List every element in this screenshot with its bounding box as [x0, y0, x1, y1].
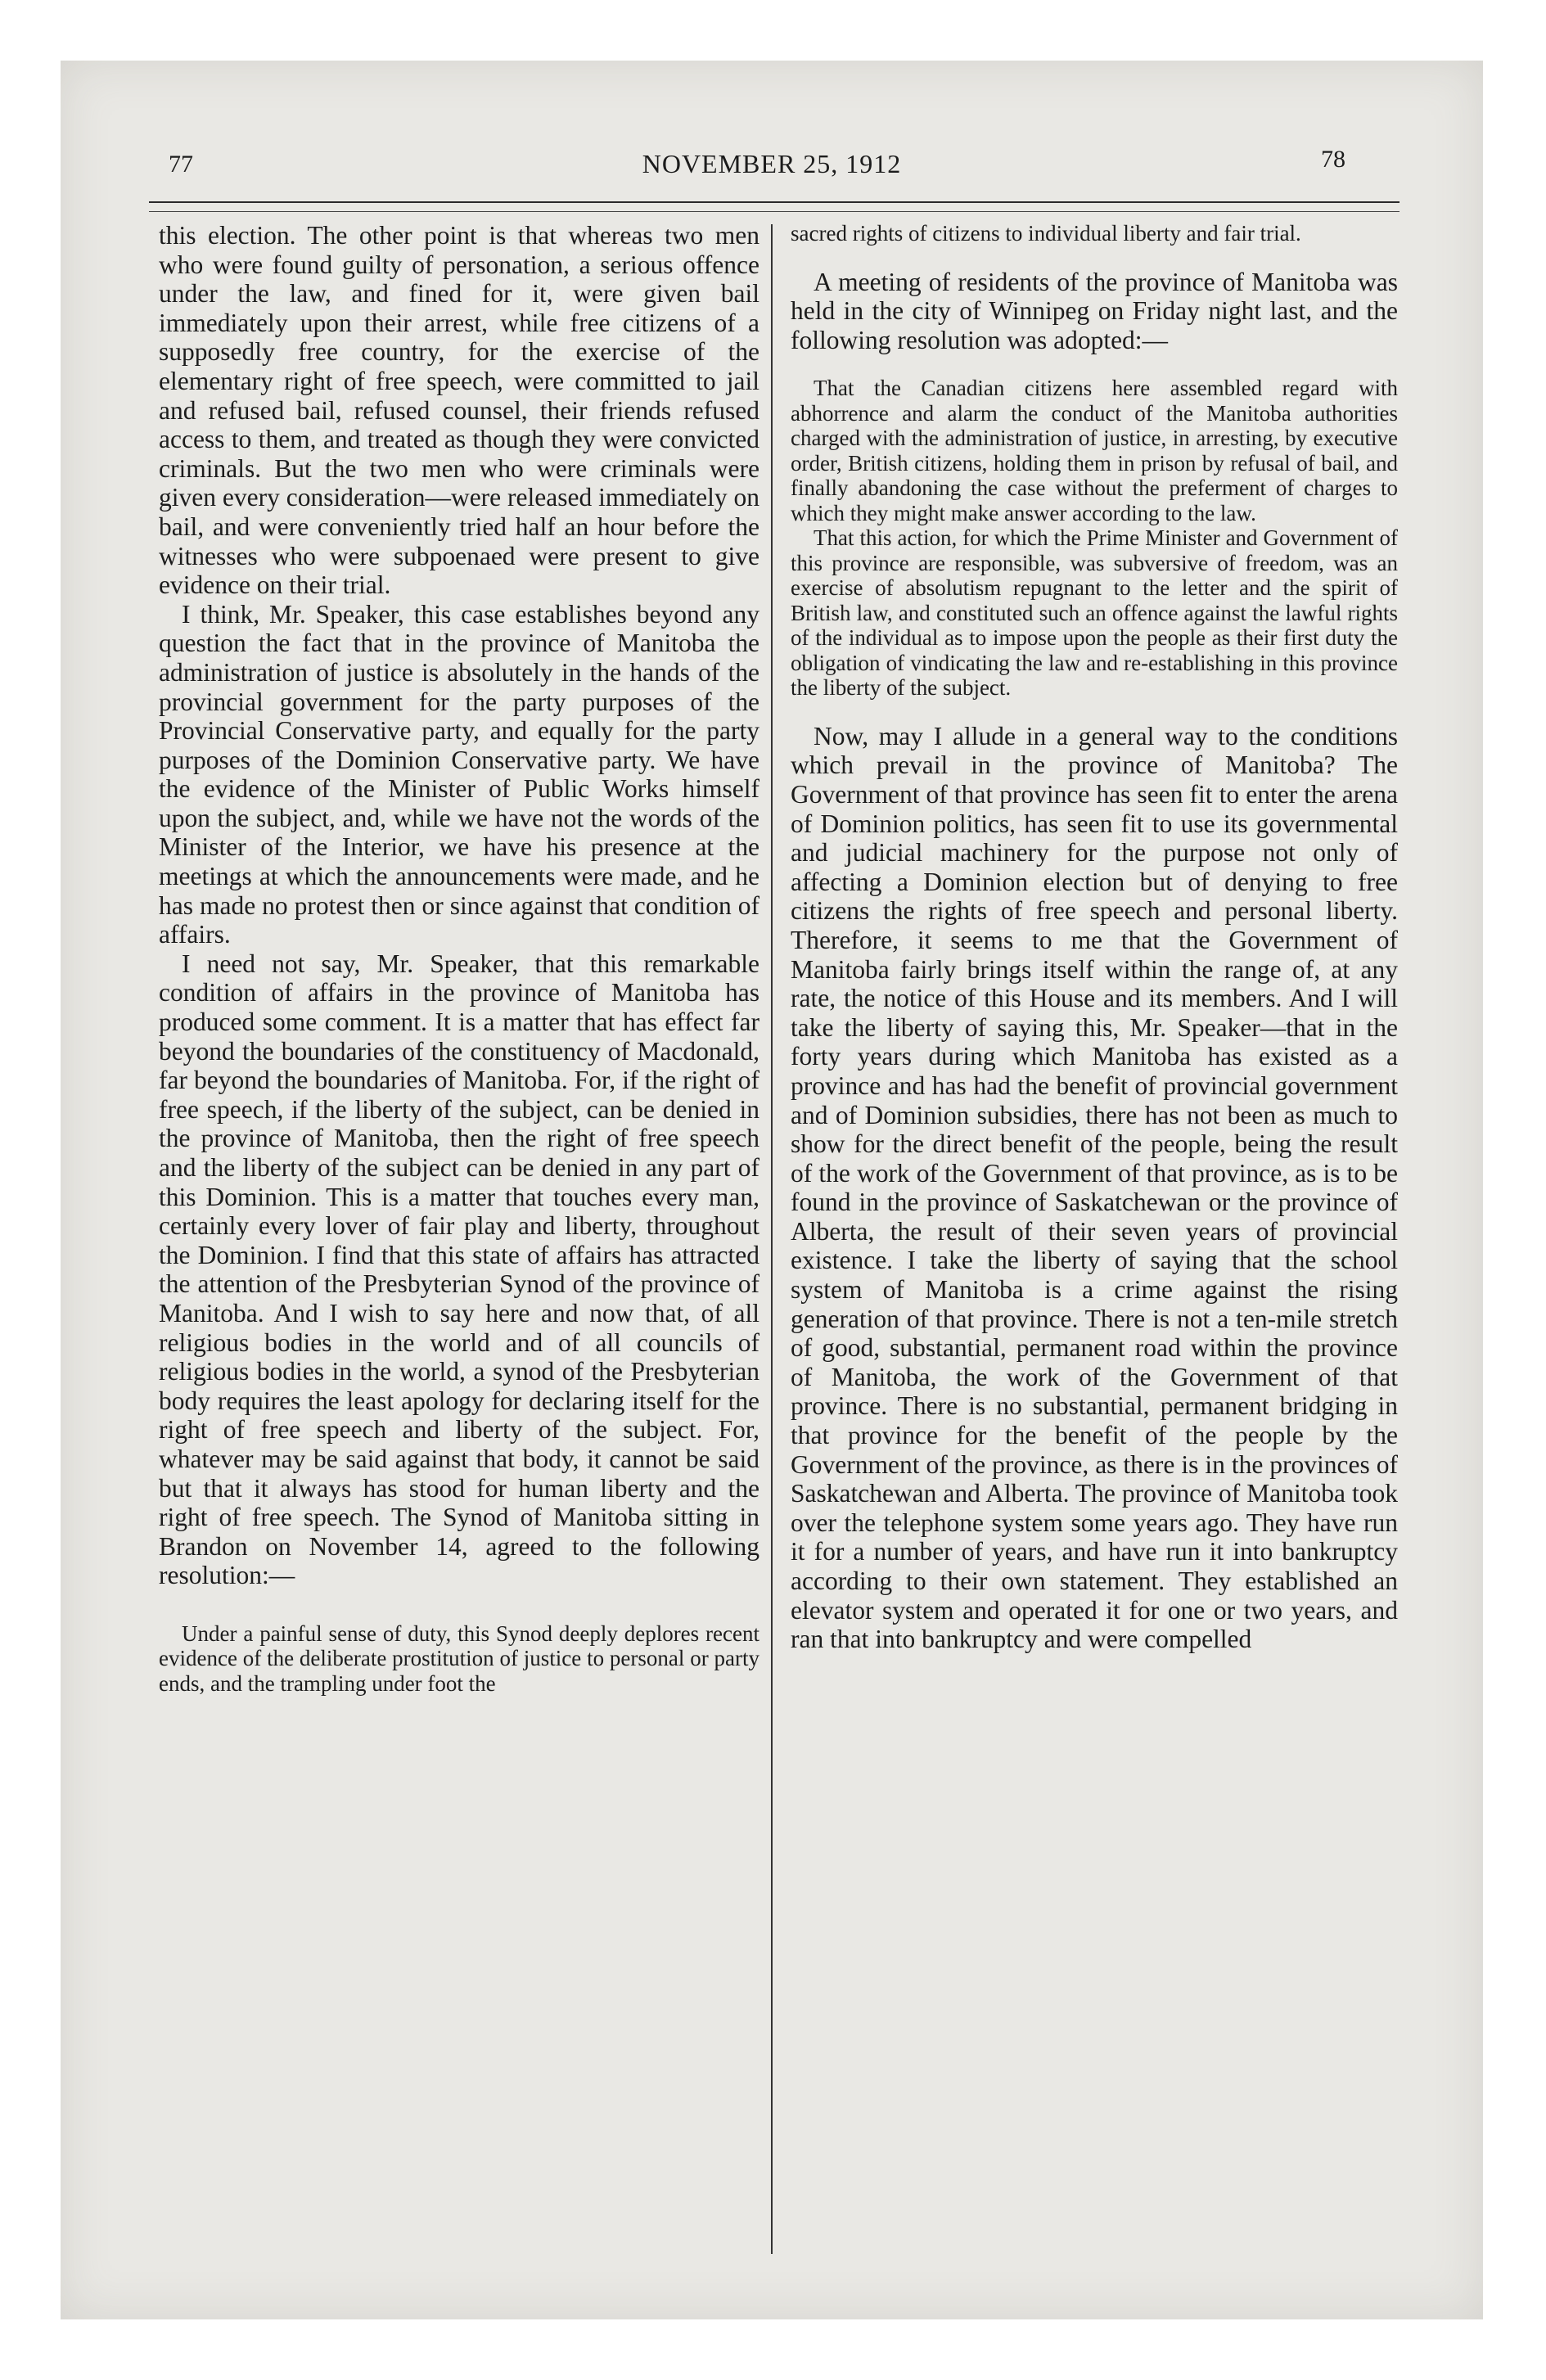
column-divider [771, 224, 773, 2254]
page-header [61, 142, 1483, 192]
left-paragraph-2: I think, Mr. Speaker, this case establishes beyond any question the fact that in the province of Manitoba the administration of justice is absolutely in the hands of the provincial government for the party purposes of the Provincial Conservative party, and equally for the party purposes of the Dominion Conservative party. We have the evidence of the Minister of Public Works himself upon the subject, and, while we have not the words of the Minister of the Interior, we have his presence at the meetings at which the announcements were made, and he has made no protest then or since against that condition of affairs. [159, 599, 759, 949]
synod-resolution-quote: Under a painful sense of duty, this Synod deeply deplores recent evidence of the deliberate prostitution of justice to personal or party ends, and the trampling under foot the [159, 1620, 759, 1696]
scanned-page [61, 61, 1483, 2319]
winnipeg-resolution-quote-2: That this action, for which the Prime Minister and Government of this province are responsible, was subversive of freedom, was an exercise of absolutism repugnant to the letter and the spirit of British law, and constituted such an offence against the lawful rights of the individual as to impose upon the people as their first duty the obligation of vindicating the law and re-establishing in this province the liberty of the subject. [791, 525, 1398, 701]
winnipeg-resolution-quote-1: That the Canadian citizens here assembled regard with abhorrence and alarm the conduct of the Manitoba authorities charged with the administration of justice, in arresting, by executive order, British citizens, holding them in prison by refusal of bail, and finally abandoning the case without the preferment of charges to which they might make answer according to the law. [791, 376, 1398, 525]
right-paragraph-1: A meeting of residents of the province of Manitoba was held in the city of Winnipeg on Friday night last, and the following resolution was adopted:— [791, 267, 1398, 354]
spacer [791, 701, 1398, 722]
left-column [159, 221, 759, 1696]
header-rule-thin [149, 211, 1400, 212]
header-rule [149, 201, 1400, 203]
spacer [159, 1590, 759, 1621]
spacer [791, 354, 1398, 376]
right-paragraph-2: Now, may I allude in a general way to the conditions which prevail in the province of Manitoba? The Government of that province has seen fit to enter the arena of Dominion politics, has seen fit to use its governmental and judicial machinery for the purpose not only of affecting a Dominion election but of denying to free citizens the rights of free speech and personal liberty. Therefore, it seems to me that the Government of Manitoba fairly brings itself within the range of, at any rate, the notice of this House and its members. And I will take the liberty of saying this, Mr. Speaker—that in the forty years during which Manitoba has existed as a province and has had the benefit of provincial government and of Dominion subsidies, there has not been as much to show for the direct benefit of the people, being the result of the work of the Government of that province, as is to be found in the province of Saskatchewan or the province of Alberta, the result of their seven years of provincial existence. I take the liberty of saying that the school system of Manitoba is a crime against the rising generation of that province. There is not a ten-mile stretch of good, substantial, permanent road within the province of Manitoba, the work of the Government of that province. There is no substantial, permanent bridging in that province for the benefit of the people by the Government of the province, as there is in the provinces of Saskatchewan and Alberta. The province of Manitoba took over the telephone system some years ago. They have run it for a number of years, and have run it into bankruptcy according to their own statement. They established an elevator system and operated it for one or two years, and ran that into bankruptcy and were compelled [791, 721, 1398, 1654]
synod-resolution-quote-continued: sacred rights of citizens to individual liberty and fair trial. [791, 221, 1301, 246]
spacer [791, 246, 1398, 268]
left-paragraph-3: I need not say, Mr. Speaker, that this remarkable condition of affairs in the province of Manitoba has produced some comment. It is a matter that has effect far beyond the boundaries of the constituency of Macdonald, far beyond the boundaries of Manitoba. For, if the right of free speech, if the liberty of the subject, can be denied in the province of Manitoba, then the right of free speech and the liberty of the subject can be denied in any part of this Dominion. This is a matter that touches every man, certainly every lover of fair play and liberty, throughout the Dominion. I find that this state of affairs has attracted the attention of the Presbyterian Synod of the province of Manitoba. And I wish to say here and now that, of all religious bodies in the world and of all councils of religious bodies in the world, a synod of the Presbyterian body requires the least apology for declaring itself for the right of free speech and liberty of the subject. For, whatever may be said against that body, it cannot be said but that it always has stood for human liberty and the right of free speech. The Synod of Manitoba sitting in Brandon on November 14, agreed to the following resolution:— [159, 949, 759, 1590]
right-page-number: 78 [1321, 146, 1345, 173]
left-page-number: 77 [169, 151, 193, 178]
left-paragraph-1: this election. The other point is that whereas two men who were found guilty of personation, a serious offence under the law, and fined for it, were given bail immediately upon their arrest, while free citizens of a supposedly free country, for the exercise of the elementary right of free speech, were committed to jail and refused bail, refused counsel, their friends refused access to them, and treated as though they were convicted criminals. But the two men who were criminals were given every consideration—were released immediately on bail, and were conveniently tried half an hour before the witnesses who were subpoenaed were present to give evidence on their trial. [159, 221, 759, 600]
page-title: NOVEMBER 25, 1912 [642, 149, 902, 178]
right-column [791, 221, 1398, 1654]
